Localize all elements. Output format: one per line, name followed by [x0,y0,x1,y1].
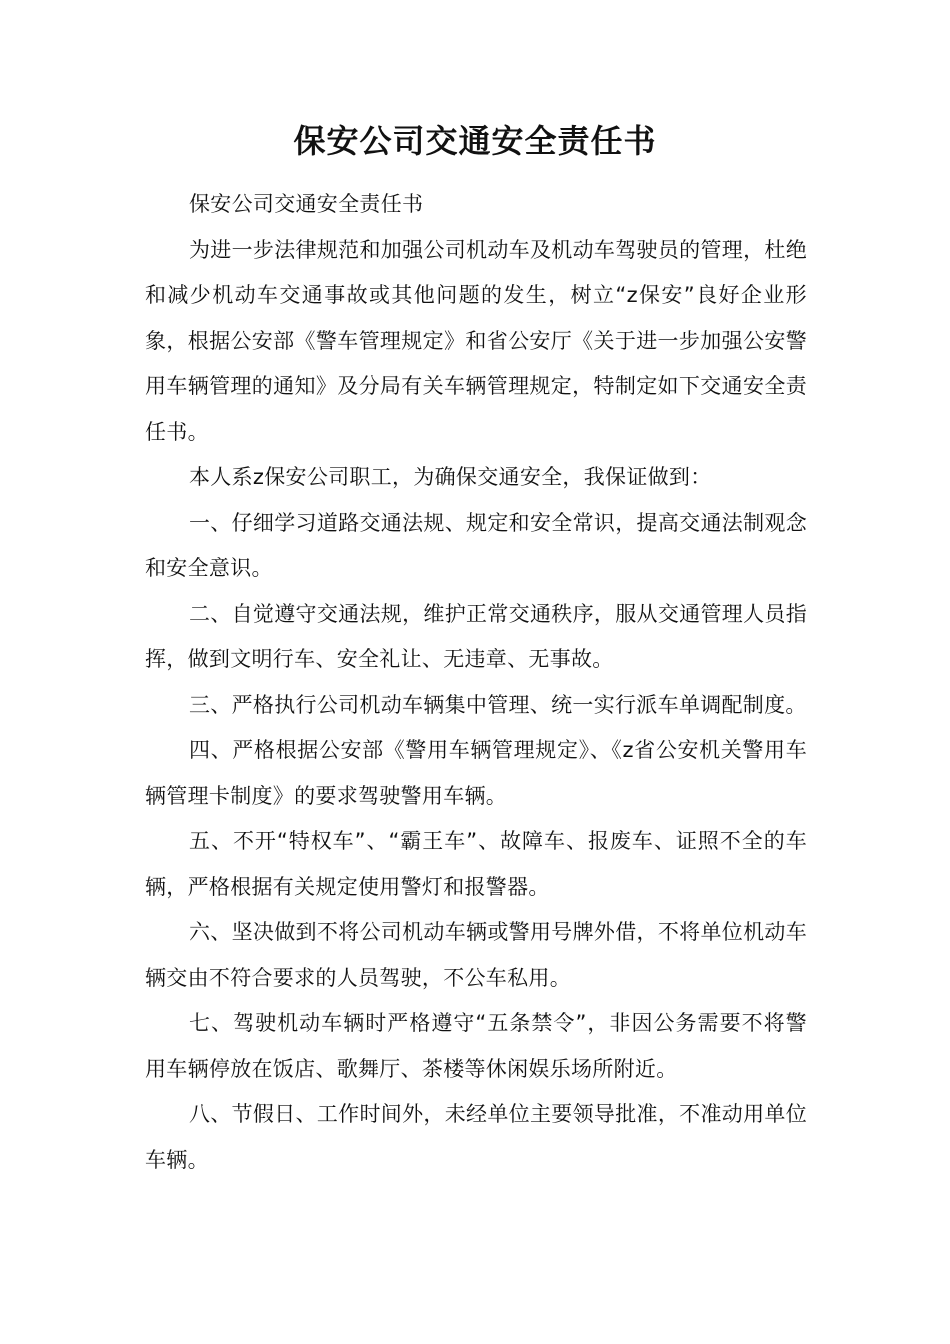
paragraph-item-3: 三、严格执行公司机动车辆集中管理、统一实行派车单调配制度。 [189,692,807,717]
document-title: 保安公司交通安全责任书 [293,122,657,160]
paragraph-item-8: 八、节假日、工作时间外，未经单位主要领导批准，不准动用单位车辆。 [145,1102,807,1172]
paragraph-subtitle: 保安公司交通安全责任书 [189,192,424,216]
paragraph-intro: 为进一步法律规范和加强公司机动车及机动车驾驶员的管理，杜绝和减少机动车交通事故或其他问题的发生，树立“z保安”良好企业形象，根据公安部《警车管理规定》和省公安厅《关于进一步加强公安警用车辆管理的通知》及分局有关车辆管理规定，特制定如下交通安全责任书。 [145,237,807,444]
document-body [145,182,807,1183]
paragraph-pledge: 本人系z保安公司职工，为确保交通安全，我保证做到： [189,465,712,489]
paragraph-item-6: 六、坚决做到不将公司机动车辆或警用号牌外借，不将单位机动车辆交由不符合要求的人员驾驶，不公车私用。 [145,920,807,990]
paragraph-item-2: 二、自觉遵守交通法规，维护正常交通秩序，服从交通管理人员指挥，做到文明行车、安全礼让、无违章、无事故。 [145,601,807,671]
paragraph-item-4: 四、严格根据公安部《警用车辆管理规定》、《z省公安机关警用车辆管理卡制度》的要求驾驶警用车辆。 [145,738,807,808]
paragraph-item-5: 五、不开“特权车”、“霸王车”、故障车、报废车、证照不全的车辆，严格根据有关规定使用警灯和报警器。 [145,829,807,899]
paragraph-item-1: 一、仔细学习道路交通法规、规定和安全常识，提高交通法制观念和安全意识。 [145,510,807,580]
paragraph-item-7: 七、驾驶机动车辆时严格遵守“五条禁令”，非因公务需要不将警用车辆停放在饭店、歌舞厅、茶楼等休闲娱乐场所附近。 [145,1011,807,1081]
